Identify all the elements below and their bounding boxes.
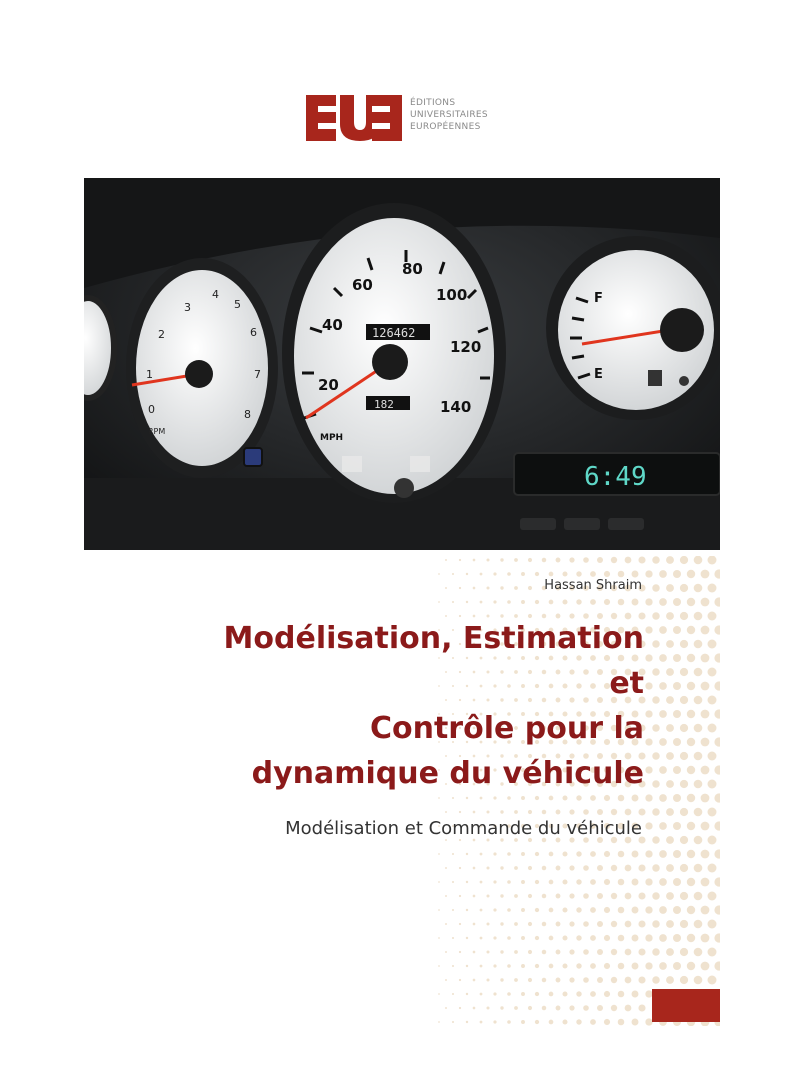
book-title: Modélisation, Estimation et Contrôle pour la dynamique du véhicule (223, 621, 644, 791)
svg-text:120: 120 (450, 338, 482, 356)
svg-text:20: 20 (318, 376, 339, 394)
svg-text:RPM: RPM (148, 427, 166, 436)
book-subtitle: Modélisation et Commande du véhicule (285, 818, 642, 839)
svg-text:MPH: MPH (320, 433, 344, 443)
svg-text:0: 0 (148, 403, 155, 416)
svg-text:7: 7 (254, 368, 261, 381)
book-author: Hassan Shraim (544, 578, 642, 593)
svg-text:182: 182 (374, 398, 394, 411)
svg-text:126462: 126462 (372, 326, 416, 340)
dashboard-photo (84, 178, 720, 550)
svg-text:1: 1 (146, 368, 153, 381)
svg-text:5: 5 (234, 298, 241, 311)
svg-text:4: 4 (212, 288, 219, 301)
svg-text:3: 3 (184, 301, 191, 314)
svg-text:8: 8 (244, 408, 251, 421)
svg-text:100: 100 (436, 286, 468, 304)
svg-text:140: 140 (440, 398, 472, 416)
svg-text:6: 6 (250, 326, 257, 339)
svg-text:6:49: 6:49 (584, 462, 647, 492)
svg-text:2: 2 (158, 328, 165, 341)
corner-block (652, 989, 720, 1022)
svg-text:40: 40 (322, 316, 343, 334)
svg-text:80: 80 (402, 260, 423, 278)
svg-text:60: 60 (352, 276, 373, 294)
svg-text:F: F (594, 291, 603, 306)
publisher-name: ÉDITIONS UNIVERSITAIRES EUROPÉENNES (410, 98, 488, 132)
svg-text:E: E (594, 367, 603, 382)
